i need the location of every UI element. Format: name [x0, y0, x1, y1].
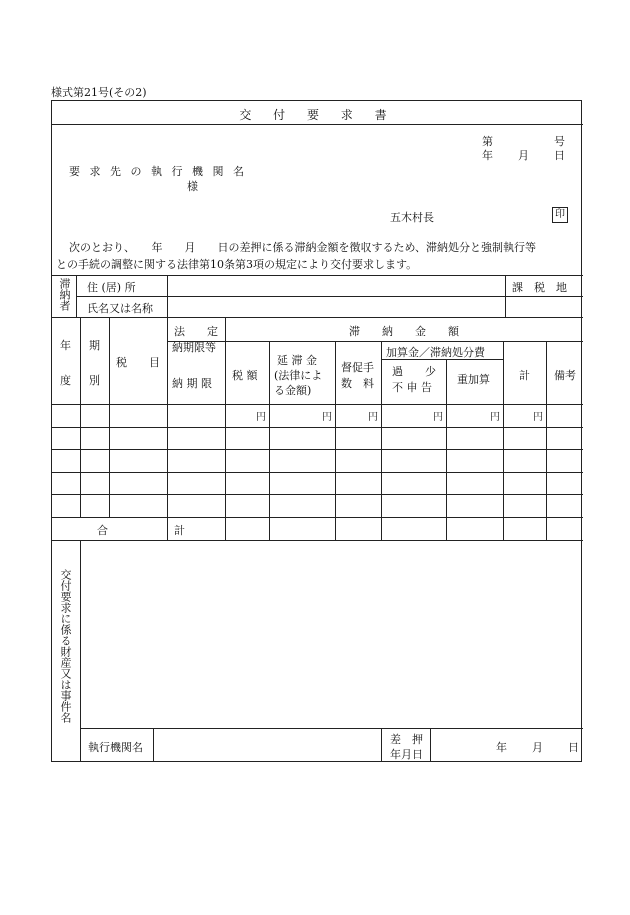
year-header: 年: [60, 339, 71, 352]
demand-fee-header: 督促手: [341, 361, 374, 374]
date-year-label: 年: [482, 149, 493, 162]
divider: [505, 275, 506, 317]
date-day-label: 日: [554, 149, 565, 162]
heavy-add-header: 重加算: [457, 373, 490, 386]
document-title: 交 付 要 求 書: [239, 108, 396, 122]
form-number: 様式第21号(その2): [51, 86, 147, 99]
divider: [546, 341, 547, 540]
tax-item-header: 税 目: [116, 356, 160, 369]
tax-location-label: 課 税 地: [512, 281, 567, 294]
divider: [381, 728, 382, 762]
footer-year-label: 年: [496, 741, 507, 754]
divider: [52, 124, 583, 125]
divider: [52, 540, 583, 541]
document-frame: [51, 100, 582, 762]
total-header: 計: [519, 369, 530, 382]
divider: [225, 341, 583, 342]
under-report-header: 不 申 告: [392, 381, 432, 394]
divider: [167, 317, 168, 540]
due-date-header: 納 期 限: [172, 377, 212, 390]
yen-mark: 円: [433, 412, 443, 423]
divider: [80, 728, 583, 729]
under-report-header: 過 少: [392, 365, 436, 378]
late-fee-header: 延 滞 金: [277, 354, 317, 367]
divider: [335, 341, 336, 540]
divider: [52, 275, 583, 276]
delinquent-amount-header: 滞 納 金 額: [349, 325, 459, 338]
remarks-header: 備考: [554, 369, 576, 382]
divider: [430, 728, 431, 762]
divider: [80, 540, 81, 762]
yen-mark: 円: [368, 412, 378, 423]
delinquent-label: 滞納者: [58, 278, 71, 311]
sum-label: 合 計: [97, 524, 185, 537]
divider: [80, 317, 81, 517]
divider: [269, 341, 270, 540]
body-text-line2: との手続の調整に関する法律第10条第3項の規定により交付要求します。: [56, 258, 418, 271]
body-text-line1: 次のとおり、 年 月 日の差押に係る滞納金額を徴収するため、滞納処分と強制執行等: [69, 241, 537, 254]
divider: [503, 341, 504, 540]
divider: [153, 728, 154, 762]
divider: [76, 296, 583, 297]
seizure-label: 年月日: [390, 748, 423, 761]
divider: [76, 275, 77, 317]
statutory-header: 納期限等: [172, 341, 216, 354]
yen-mark: 円: [322, 412, 332, 423]
additional-header: 加算金／滞納処分費: [386, 346, 485, 359]
year-header: 度: [60, 374, 71, 387]
property-label: 交付要求に係る財産又は事件名: [59, 569, 72, 723]
seal-mark: 印: [552, 207, 568, 223]
recipient-label: 要 求 先 の 執 行 機 関 名: [69, 165, 247, 178]
period-header: 期: [89, 339, 100, 352]
late-fee-header: る金額): [274, 384, 312, 397]
divider: [109, 317, 110, 517]
name-label: 氏名又は名称: [87, 302, 153, 315]
footer-day-label: 日: [568, 741, 579, 754]
demand-fee-header: 数 料: [341, 377, 374, 390]
period-header: 別: [89, 374, 100, 387]
yen-mark: 円: [256, 412, 266, 423]
divider: [225, 317, 226, 540]
footer-month-label: 月: [532, 741, 543, 754]
date-month-label: 月: [518, 149, 529, 162]
address-label: 住 (居) 所: [87, 281, 136, 294]
divider: [167, 275, 168, 317]
yen-mark: 円: [533, 412, 543, 423]
recipient-honorific: 様: [187, 180, 198, 193]
seizure-label: 差 押: [390, 733, 423, 746]
exec-agency-label: 執行機関名: [88, 741, 143, 754]
statutory-header: 法 定: [174, 325, 218, 338]
divider: [446, 359, 447, 540]
divider: [52, 317, 583, 318]
late-fee-header: (法律によ: [274, 369, 323, 382]
doc-number-suffix: 号: [554, 135, 565, 148]
yen-mark: 円: [490, 412, 500, 423]
tax-amount-header: 税 額: [232, 369, 258, 382]
issuer-name: 五木村長: [390, 211, 434, 224]
divider: [381, 341, 382, 540]
doc-number-prefix: 第: [482, 135, 493, 148]
